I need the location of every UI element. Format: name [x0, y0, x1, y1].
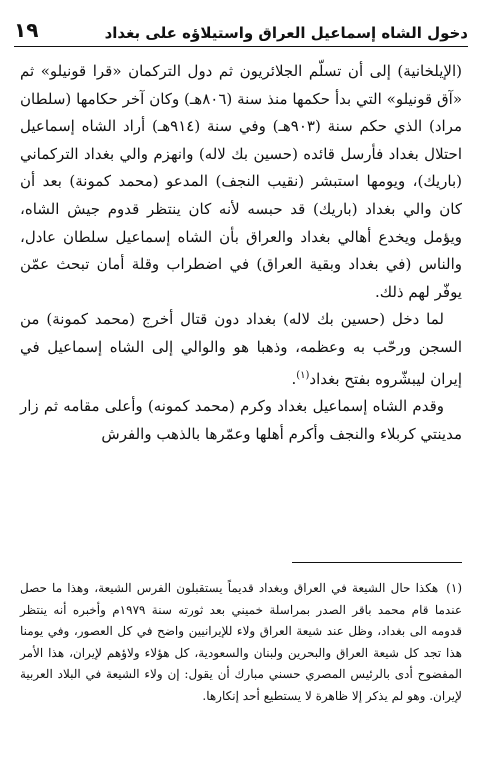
main-text: [20, 58, 462, 448]
page-number: ١٩: [14, 18, 39, 42]
footnote-divider: [292, 562, 462, 563]
footnote-1: [20, 578, 462, 707]
footnote-marker: (١): [296, 369, 310, 381]
paragraph-2: لما دخل (حسين بك لاله) بغداد دون قتال أخرج (محمد كمونة) من السجن ورحّب به وعظمه، وذهبا هو والوالي إلى الشاه إسماعيل في إيران ليبشّروه بفتح بغداد$^{(١)}$.: [20, 310, 462, 388]
footnotes-section: [20, 578, 462, 707]
paragraph-2-text: لما دخل (حسين بك لاله) بغداد دون قتال أخرج (محمد كمونة) من السجن ورحّب به وعظمه، وذهبا هو والوالي إلى الشاه إسماعيل في إيران ليبشّروه بفتح بغداد: [20, 310, 462, 388]
page-header: [14, 16, 468, 47]
footnote-number: (١): [446, 581, 462, 595]
footnote-text: هكذا حال الشيعة في العراق وبغداد قديماً يستقبلون الفرس الشيعة، وهذا ما حصل عندما قام محمد باقر الصدر بمراسلة خميني بعد ثورته سنة ١٩٧٩م وأخبره أنه ينتظر قدومه الى بغداد، وظل عند شيعة العراق ولاء للإيرانيين واضح في كل العصور، وفي يومنا هذا تجد كل شيعة العراق والبحرين ولبنان والسعودية، كل هؤلاء ولاؤهم لإيران، هذا الأمر المفضوح أدى بالرئيس المصري حسني مبارك أن يقول: إن ولاء الشيعة في البلاد العربية لإيران. وهو لم يذكر إلا ظاهرة لا يستطيع أحد إنكارها.: [20, 581, 462, 703]
paragraph-3: وقدم الشاه إسماعيل بغداد وكرم (محمد كمونه) وأعلى مقامه ثم زار مدينتي كربلاء والنجف وأكرم أهلها وعمّرها بالذهب والفرش: [20, 397, 462, 443]
paragraph-1: (الإيلخانية) إلى أن تسلّم الجلائريون ثم دول التركمان «قرا قونيلو» ثم «آق قونيلو» التي بدأ حكمها منذ سنة (٨٠٦هـ) وكان آخر حكامها (سلطان مراد) الذي حكم سنة (٩٠٣هـ) وفي سنة (٩١٤هـ) أراد الشاه إسماعيل احتلال بغداد فأرسل قائده (حسين بك لاله) وانهزم والي بغداد التركماني (باريك)، ويومها استبشر (نقيب النجف) المدعو (محمد كمونة) بعد أن كان والي بغداد (باريك) قد حبسه لأنه كان ينتظر قدوم جيش الشاه، ويؤمل ويخدع أهالي بغداد والعراق بأن الشاه إسماعيل سلطان عادل، والناس (في بغداد وبقية العراق) في اضطراب وقلة أمان تبحث عمّن يوفّر لهم ذلك.: [20, 62, 462, 301]
running-title: دخول الشاه إسماعيل العراق واستيلاؤه على بغداد: [104, 24, 468, 42]
